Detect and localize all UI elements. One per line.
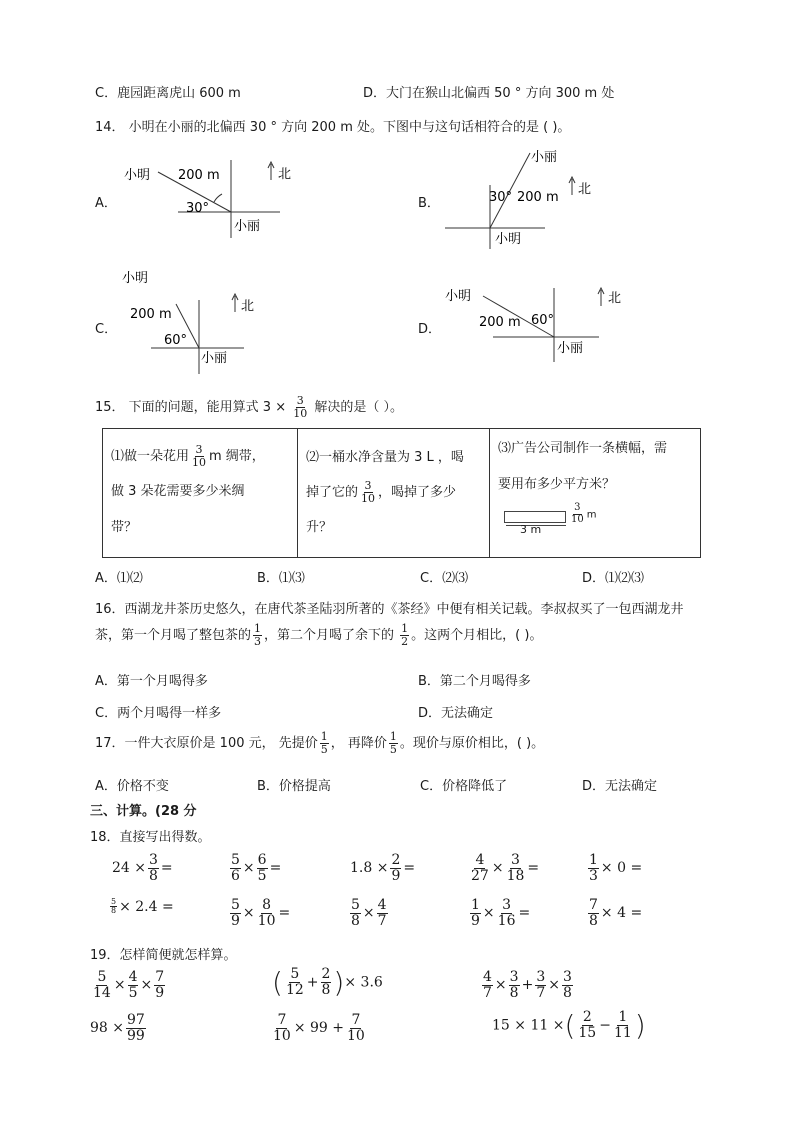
q18-r1-c2: $\frac{5}{6}$ × $\frac{6}{5}$ = — [231, 852, 282, 884]
q14-a-li: 小丽 — [234, 219, 261, 234]
q17-option-b: B．价格提高 — [257, 779, 331, 794]
q14-diagram-d — [443, 282, 633, 372]
q17-fraction-1: $\frac{1}{5}$ — [320, 730, 328, 756]
q17-option-d: D．无法确定 — [582, 779, 658, 794]
q17-option-c: C．价格降低了 — [420, 779, 508, 794]
q13-option-d: D．大门在猴山北偏西 50 ° 方向 300 m 处 — [363, 86, 615, 101]
banner-rectangle — [504, 511, 566, 523]
q16-option-b: B．第二个月喝得多 — [418, 674, 531, 689]
q19-expr-2: ( $\frac{5}{12}$ + $\frac{2}{8}$ )× 3.6 — [272, 966, 383, 999]
q14-d-li: 小丽 — [557, 341, 584, 356]
q16-fraction-1: $\frac{1}{3}$ — [254, 622, 262, 648]
q18-r2-c1: $\frac{5}{8}$ × 2.4 = — [111, 897, 174, 916]
q15-stem-fraction: $\frac{3}{10}$ — [293, 394, 308, 420]
q16-option-c: C．两个月喝得一样多 — [95, 706, 222, 721]
q13-option-c: C．鹿园距离虎山 600 m — [95, 86, 241, 101]
q14-c-li: 小丽 — [201, 351, 228, 366]
q14-d-north: 北 — [608, 291, 622, 306]
q14-stem: 14． 小明在小丽的北偏西 30 ° 方向 200 m 处。下图中与这句话相符合的是 ( )。 — [95, 120, 571, 135]
q15-option-d: D．⑴⑵⑶ — [582, 571, 645, 586]
q15-option-a: A．⑴⑵ — [95, 571, 143, 586]
q14-c-ming: 小明 — [122, 271, 149, 286]
q15-problem-table — [102, 428, 701, 558]
q19-expr-1: $\frac{5}{14}$ × $\frac{4}{5}$ × $\frac{7}{9}$ — [93, 969, 165, 1001]
q14-b-north: 北 — [578, 182, 592, 197]
q19-expr-6: 15 × 11 ×( $\frac{2}{15}$ − $\frac{1}{11}$ ) — [492, 1009, 646, 1042]
q14-c-angle: 60° — [164, 333, 188, 348]
q14-b-angle: 30° — [489, 190, 513, 205]
q19-expr-3: $\frac{4}{7}$ × $\frac{3}{8}$ + $\frac{3}{7}$ × $\frac{3}{8}$ — [483, 969, 572, 1001]
q19-expr-4: 98 × $\frac{97}{99}$ — [90, 1012, 145, 1044]
q18-title: 18．直接写出得数。 — [90, 830, 211, 845]
q18-r2-c2: $\frac{5}{9}$ × $\frac{8}{10}$ = — [231, 897, 291, 929]
q16-option-d: D．无法确定 — [418, 706, 494, 721]
q14-c-dist: 200 m — [130, 307, 172, 322]
section-3-title: 三、计算。(28 分 — [90, 804, 197, 819]
q15-cell-2: ⑵一桶水净含量为 3 L ，喝 掉了它的 $\frac{3}{10}$ ，喝掉了多少 升？ — [298, 429, 490, 558]
q16-line-2: 茶，第一个月喝了整包茶的 $\frac{1}{3}$ ，第二个月喝了余下的 $\frac{1}{2}$ 。这两个月相比，( )。 — [95, 622, 543, 648]
q15-stem-pre: 15． 下面的问题，能用算式 3 × — [95, 400, 287, 415]
q14-diagram-b — [445, 145, 615, 250]
q15-option-c: C．⑵⑶ — [420, 571, 469, 586]
q18-r1-c4: $\frac{4}{27}$ × $\frac{3}{18}$ = — [471, 852, 540, 884]
q19-expr-5: $\frac{7}{10}$ × 99 + $\frac{7}{10}$ — [273, 1012, 365, 1044]
q14-label-b: B． — [418, 196, 440, 211]
q14-b-ming: 小明 — [495, 232, 522, 247]
q14-label-c: C． — [95, 322, 118, 337]
q14-c-north: 北 — [241, 299, 255, 314]
q18-r2-c3: $\frac{5}{8}$ × $\frac{4}{7}$ — [351, 897, 387, 929]
q15-banner-figure: $\frac{3}{10}$ m 3 m — [498, 503, 692, 545]
q15-cell-1: ⑴做一朵花用 $\frac{3}{10}$ m 绸带， 做 3 朵花需要多少米绸 带？ — [103, 429, 298, 558]
q14-d-dist: 200 m — [479, 315, 521, 330]
q17-option-a: A．价格不变 — [95, 779, 169, 794]
q18-r1-c1: 24 × $\frac{3}{8}$ = — [112, 852, 173, 884]
q14-diagram-a — [118, 150, 292, 245]
q14-b-li: 小丽 — [531, 150, 558, 165]
q15-option-b: B．⑴⑶ — [257, 571, 305, 586]
q18-r2-c5: $\frac{7}{8}$ × 4 = — [589, 897, 643, 929]
q16-line-1: 16．西湖龙井茶历史悠久，在唐代茶圣陆羽所著的《茶经》中便有相关记载。李叔叔买了一包西湖龙井 — [95, 602, 684, 617]
q18-r2-c4: $\frac{1}{9}$ × $\frac{3}{16}$ = — [471, 897, 531, 929]
q15-stem — [95, 394, 403, 422]
q17-fraction-2: $\frac{1}{5}$ — [389, 730, 397, 756]
q14-label-a: A． — [95, 196, 117, 211]
q14-d-ming: 小明 — [445, 289, 472, 304]
q14-a-dist: 200 m — [178, 168, 220, 183]
q18-r1-c5: $\frac{1}{3}$ × 0 = — [589, 852, 643, 884]
q14-a-angle: 30° — [186, 201, 210, 216]
q16-option-a: A．第一个月喝得多 — [95, 674, 208, 689]
q18-r1-c3: 1.8 × $\frac{2}{9}$ = — [350, 852, 416, 884]
q19-title: 19．怎样简便就怎样算。 — [90, 948, 237, 963]
q14-a-north: 北 — [278, 167, 292, 182]
q14-d-angle: 60° — [531, 313, 555, 328]
q17-stem: 17．一件大衣原价是 100 元， 先提价 $\frac{1}{5}$ ， 再降价 $\frac{1}{5}$ 。现价与原价相比，( )。 — [95, 730, 545, 756]
q16-fraction-2: $\frac{1}{2}$ — [401, 622, 409, 648]
q14-b-dist: 200 m — [517, 190, 559, 205]
q14-diagram-c — [118, 266, 278, 376]
q15-stem-post: 解决的是（ ）。 — [314, 400, 404, 415]
q14-a-ming: 小明 — [124, 168, 151, 183]
q14-label-d: D． — [418, 322, 442, 337]
q15-cell-3: ⑶广告公司制作一条横幅，需 要用布多少平方米？ $\frac{3}{10}$ m 3 m — [490, 429, 701, 558]
